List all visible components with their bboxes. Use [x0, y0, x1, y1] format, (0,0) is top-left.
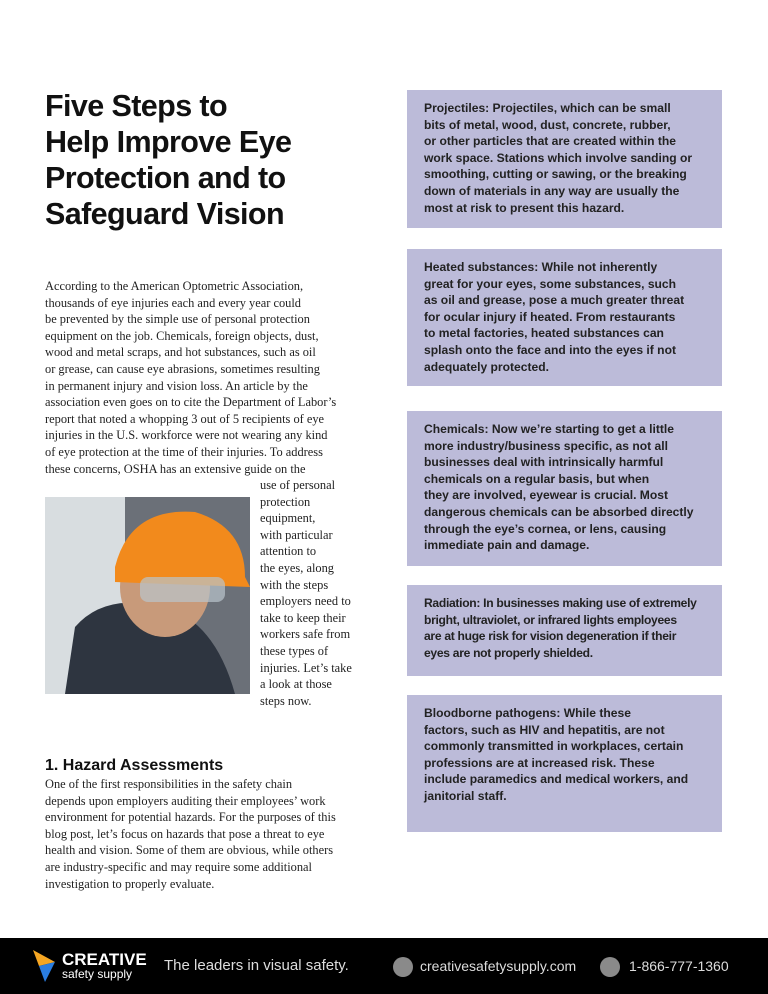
text-line: blog post, let’s focus on hazards that pose a threat to eye	[45, 826, 325, 841]
text-line: environment for potential hazards. For the purposes of this	[45, 810, 336, 825]
text-line: Bloodborne pathogens: While these	[424, 706, 631, 720]
text-line: chemicals on a regular basis, but when	[424, 471, 650, 486]
text-line: commonly transmitted in workplaces, certain	[424, 739, 684, 754]
hazard-box-radiation	[407, 585, 722, 676]
text-line: smoothing, cutting or sawing, or the breaking	[424, 167, 687, 182]
text-line: Heated substances: While not inherently	[424, 260, 658, 274]
hazard-box-chemicals	[407, 411, 722, 566]
text-line: bright, ultraviolet, or infrared lights employees	[424, 612, 677, 627]
text-line: wood and metal scraps, and hot substances, such as oil	[45, 345, 316, 360]
text-line: dangerous chemicals can be absorbed directly	[424, 504, 694, 519]
text-line: or other particles that are created within the	[424, 134, 677, 149]
text-line: through the eye’s cornea, or lens, causing	[424, 521, 667, 536]
text-line: they are involved, eyewear is crucial. Most	[424, 488, 669, 503]
text-line: According to the American Optometric Association,	[45, 279, 304, 293]
section-paragraph	[45, 776, 336, 892]
text-line: are at huge risk for vision degeneration if their	[424, 629, 677, 644]
text-line: to metal factories, heated substances can	[424, 326, 664, 341]
text-line: thousands of eye injuries each and every year could	[45, 295, 301, 310]
phone-icon	[600, 957, 620, 977]
hazard-box-projectiles	[407, 90, 722, 228]
text-line: with the steps	[260, 577, 329, 592]
text-line: Protection and to	[45, 161, 286, 195]
text-line: association even goes on to cite the Department of Labor’s	[45, 395, 337, 410]
text-line: as oil and grease, pose a much greater threat	[424, 293, 685, 308]
section-heading: 1. Hazard Assessments	[45, 757, 224, 774]
text-line: are industry-specific and may require some additional	[45, 859, 312, 874]
text-line: great for your eyes, some substances, such	[424, 276, 677, 291]
text-line: One of the first responsibilities in the safety chain	[45, 777, 293, 791]
text-line: the eyes, along	[260, 560, 334, 575]
text-line: factors, such as HIV and hepatitis, are not	[424, 722, 665, 737]
text-line: Projectiles: Projectiles, which can be small	[424, 101, 671, 115]
brand-subtitle: safety supply	[62, 967, 133, 981]
text-line: janitorial staff.	[424, 788, 507, 803]
text-line: attention to	[260, 544, 317, 559]
text-line: workers safe from	[260, 627, 351, 642]
text-line: investigation to properly evaluate.	[45, 876, 215, 891]
text-line: protection	[260, 494, 311, 509]
text-line: Five Steps to	[45, 89, 228, 123]
text-line: work space. Stations which involve sanding or	[424, 150, 693, 165]
text-line: take to keep their	[260, 610, 346, 625]
text-line: adequately protected.	[424, 359, 550, 374]
page-title	[45, 88, 291, 232]
text-line: injuries. Let’s take	[260, 660, 352, 675]
footer-bar	[0, 938, 768, 994]
text-line: down of materials in any way are usually the	[424, 183, 680, 198]
text-line: in permanent injury and vision loss. An article by the	[45, 378, 308, 393]
text-line: Safeguard Vision	[45, 197, 284, 231]
text-line: splash onto the face and into the eyes if not	[424, 342, 676, 357]
text-line: health and vision. Some of them are obvious, while others	[45, 843, 334, 858]
tagline: The leaders in visual safety.	[164, 957, 349, 974]
text-line: depends upon employers auditing their employees’ work	[45, 793, 326, 808]
text-line: steps now.	[260, 693, 312, 708]
mouse-icon	[393, 957, 413, 977]
text-line: report that noted a whopping 3 out of 5 recipients of eye	[45, 411, 325, 426]
hazard-box-bloodborne	[407, 695, 722, 832]
text-line: use of personal	[260, 478, 336, 492]
wrapped-paragraph	[260, 477, 352, 709]
hazard-box-heated	[407, 249, 722, 386]
text-line: employers need to	[260, 594, 351, 609]
text-line: bits of metal, wood, dust, concrete, rubber,	[424, 117, 671, 132]
text-line: most at risk to present this hazard.	[424, 200, 625, 215]
worker-photo	[45, 497, 250, 694]
text-line: a look at those	[260, 677, 332, 692]
text-line: with particular	[260, 527, 333, 542]
text-line: equipment,	[260, 511, 316, 526]
text-line: Chemicals: Now we’re starting to get a little	[424, 422, 674, 436]
text-line: immediate pain and damage.	[424, 538, 590, 553]
brand-name: CREATIVE	[62, 950, 147, 969]
text-line: professions are at increased risk. These	[424, 755, 655, 770]
text-line: these concerns, OSHA has an extensive guide on the	[45, 461, 306, 476]
phone-number[interactable]: 1-866-777-1360	[629, 958, 729, 974]
text-line: injuries in the U.S. workforce were not wearing any kind	[45, 428, 328, 443]
text-line: be prevented by the simple use of personal protection	[45, 312, 310, 327]
logo-icon	[33, 950, 57, 982]
website-link[interactable]: creativesafetysupply.com	[420, 958, 577, 974]
text-line: businesses deal with intrinsically harmful	[424, 455, 664, 470]
text-line: include paramedics and medical workers, and	[424, 772, 689, 787]
text-line: of eye protection at the time of their injuries. To address	[45, 444, 323, 459]
text-line: for ocular injury if heated. From restaurants	[424, 309, 676, 324]
text-line: these types of	[260, 643, 329, 658]
text-line: or grease, can cause eye abrasions, sometimes resulting	[45, 361, 320, 376]
intro-paragraph	[45, 278, 336, 477]
text-line: Radiation: In businesses making use of extremely	[424, 596, 697, 610]
text-line: equipment on the job. Chemicals, foreign objects, dust,	[45, 328, 319, 343]
text-line: eyes are not properly shielded.	[424, 645, 593, 660]
text-line: more industry/business specific, as not all	[424, 438, 668, 453]
text-line: Help Improve Eye	[45, 125, 292, 159]
